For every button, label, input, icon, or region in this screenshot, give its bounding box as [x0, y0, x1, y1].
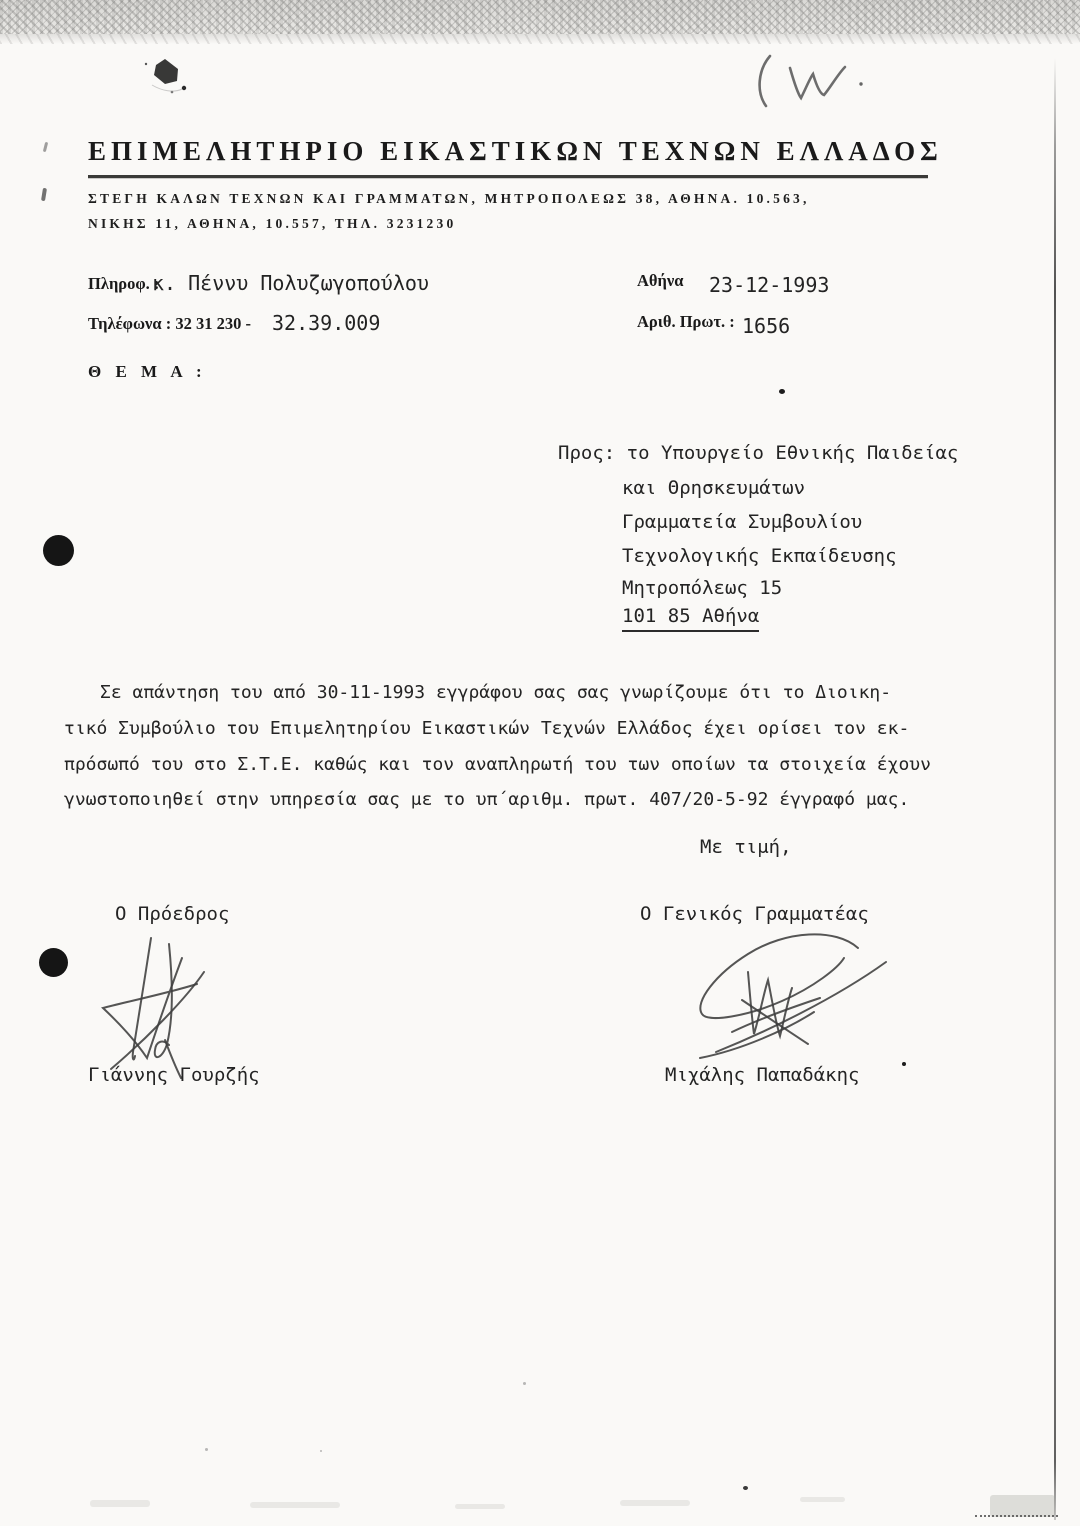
body-line-2: τικό Συμβούλιο του Επιμελητηρίου Εικαστικών Τεχνών Ελλάδος έχει ορίσει τον εκ- — [64, 718, 910, 739]
address-line-1: ΣΤΕΓΗ ΚΑΛΩΝ ΤΕΧΝΩΝ ΚΑΙ ΓΡΑΜΜΑΤΩΝ, ΜΗΤΡΟΠΟΛΕΩΣ 38, ΑΘΗΝΑ. 10.563, — [88, 191, 810, 206]
org-title: ΕΠΙΜΕΛΗΤΗΡΙΟ ΕΙΚΑΣΤΙΚΩΝ ΤΕΧΝΩΝ ΕΛΛΑΔΟΣ — [88, 136, 943, 166]
city-label: Αθήνα — [637, 271, 684, 290]
secretary-title: Ο Γενικός Γραμματέας — [640, 903, 869, 925]
date-value: 23-12-1993 — [709, 273, 830, 297]
recipient-line: Γραμματεία Συμβουλίου — [622, 511, 863, 533]
info-value: κ. Πέννυ Πολυζωγοπούλου — [152, 271, 429, 295]
protocol-label: Αριθ. Πρωτ. : — [637, 312, 735, 331]
president-title: Ο Πρόεδρος — [115, 903, 230, 925]
margin-mark-top — [43, 142, 48, 152]
body-line-3: πρόσωπό του στο Σ.Τ.Ε. καθώς και τον αναπληρωτή του των οποίων τα στοιχεία έχουν — [64, 754, 931, 775]
bottom-dotted-line — [975, 1515, 1058, 1517]
president-name: Γιάννης Γουρζής — [88, 1064, 260, 1086]
protocol-value: 1656 — [742, 314, 791, 338]
valediction: Με τιμή, — [700, 836, 792, 858]
dot-artifact-top — [779, 389, 785, 394]
secretary-name: Μιχάλης Παπαδάκης — [665, 1064, 860, 1086]
speck — [523, 1382, 526, 1385]
speck — [320, 1450, 322, 1452]
scan-noise-band-fade — [0, 34, 1080, 44]
scan-smear — [90, 1500, 150, 1507]
handwritten-mark — [748, 42, 888, 117]
letterhead-rule — [88, 175, 928, 178]
recipient-to-line: Προς: το Υπουργείο Εθνικής Παιδείας — [558, 442, 959, 464]
scan-smear-corner — [990, 1495, 1055, 1517]
scan-smear — [250, 1502, 340, 1508]
phones-label: Τηλέφωνα : 32 31 230 - — [88, 314, 251, 333]
scan-edge-line — [1054, 58, 1056, 1520]
dot-artifact-right — [902, 1062, 906, 1066]
recipient-line: και Θρησκευμάτων — [622, 477, 806, 499]
scan-smear — [800, 1497, 845, 1502]
scan-noise-band — [0, 0, 1080, 34]
speck-dot — [743, 1486, 748, 1490]
punch-hole-top — [43, 535, 74, 566]
body-line-4: γνωστοποιηθεί στην υπηρεσία σας με το υπ΄αριθμ. πρωτ. 407/20-5-92 έγγραφό μας. — [64, 789, 910, 810]
punch-hole-bottom — [39, 948, 68, 977]
recipient-line: Τεχνολογικής Εκπαίδευσης — [622, 545, 897, 567]
secretary-signature — [686, 920, 896, 1070]
body-line-1: Σε απάντηση του από 30-11-1993 εγγράφου σας σας γνωρίζουμε ότι το Διοικη- — [100, 682, 892, 703]
scan-smear — [455, 1504, 505, 1509]
subject-label: Θ Ε Μ Α : — [88, 362, 207, 381]
president-signature — [85, 922, 225, 1082]
phones-value: 32.39.009 — [272, 311, 381, 335]
recipient-city-line — [622, 605, 759, 627]
ink-smudge — [132, 55, 202, 105]
scan-smear — [620, 1500, 690, 1506]
recipient-line: Μητροπόλεως 15 — [622, 577, 783, 599]
address-line-2: ΝΙΚΗΣ 11, ΑΘΗΝΑ, 10.557, ΤΗΛ. 3231230 — [88, 216, 457, 231]
recipient-city-underline: 101 85 Αθήνα — [622, 605, 759, 632]
info-label: Πληροφ. : — [88, 274, 160, 293]
speck — [205, 1448, 208, 1451]
margin-mark-bottom — [41, 188, 47, 201]
